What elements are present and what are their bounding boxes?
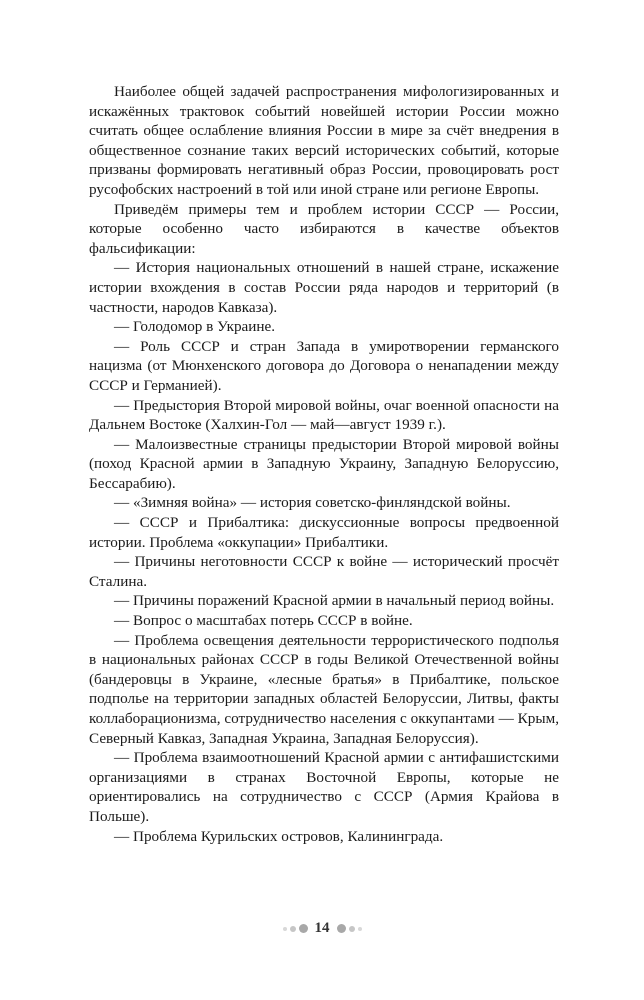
- decorative-dot-icon: [283, 927, 287, 931]
- list-item: — Голодомор в Украине.: [114, 318, 276, 336]
- list-item: — Причины поражений Красной армии в начальный период войны.: [114, 592, 555, 610]
- decorative-dot-icon: [349, 926, 355, 932]
- list-item: — Причины неготовности СССР к войне — исторический просчёт Сталина.: [89, 553, 559, 590]
- list-item: — Предыстория Второй мировой войны, очаг военной опасности на Дальнем Востоке (Халхин-Гол — май—август 1939 г.).: [89, 396, 559, 434]
- list-item: — Проблема освещения деятельности террористического подполья в национальных районах СССР в годы Великой Отечественной войны (бандеровцы в Украине, «лесные братья» в Прибалтике, польское подполье на территории западных областей Белоруссии, Литвы, факты коллаборационизма, сотрудничество населения с оккупантами — Крым, Северный Кавказ, Западная Украина, Западная Белоруссия).: [89, 631, 559, 747]
- list-item: — Проблема Курильских островов, Калининграда.: [114, 827, 444, 845]
- examples-lead-paragraph: Приведём примеры тем и проблем истории СССР — России, которые особенно часто избираются в качестве объектов фальсификации:: [89, 200, 559, 257]
- intro-paragraph: Наиболее общей задачей распространения мифологизированных и искажённых трактовок событий новейшей истории России можно считать общее ослабление влияния России в мире за счёт внедрения в общественное сознание таких версий исторических событий, которые призваны формировать негативный образ России, провоцировать рост русофобских настроений в той или иной стране или регионе Европы.: [89, 83, 559, 198]
- decorative-dot-icon: [290, 926, 296, 932]
- list-item: — Роль СССР и стран Запада в умиротворении германского нацизма (от Мюнхенского договора до Договора о ненападении между СССР и Германией).: [89, 337, 559, 394]
- page-footer: [0, 920, 644, 937]
- decorative-dot-icon: [299, 924, 308, 933]
- list-item: — Малоизвестные страницы предыстории Второй мировой войны (поход Красной армии в Западную Украину, Западную Белоруссию, Бессарабию).: [89, 435, 559, 492]
- decorative-dot-icon: [337, 924, 346, 933]
- list-item: — «Зимняя война» — история советско-финляндской войны.: [114, 494, 511, 512]
- list-item: — СССР и Прибалтика: дискуссионные вопросы предвоенной истории. Проблема «оккупации» Прибалтики.: [89, 514, 559, 551]
- list-item: — История национальных отношений в нашей стране, искажение истории вхождения в состав России ряда народов и территорий (в частности, народов Кавказа).: [89, 259, 559, 316]
- body-text: [89, 82, 559, 846]
- list-item: — Проблема взаимоотношений Красной армии с антифашистскими организациями в странах Восточной Европы, которые не ориентировались на сотрудничество с СССР (Армия Крайова в Польше).: [89, 749, 559, 825]
- page-number: 14: [314, 920, 330, 936]
- list-item: — Вопрос о масштабах потерь СССР в войне.: [114, 612, 413, 630]
- decorative-dot-icon: [358, 927, 362, 931]
